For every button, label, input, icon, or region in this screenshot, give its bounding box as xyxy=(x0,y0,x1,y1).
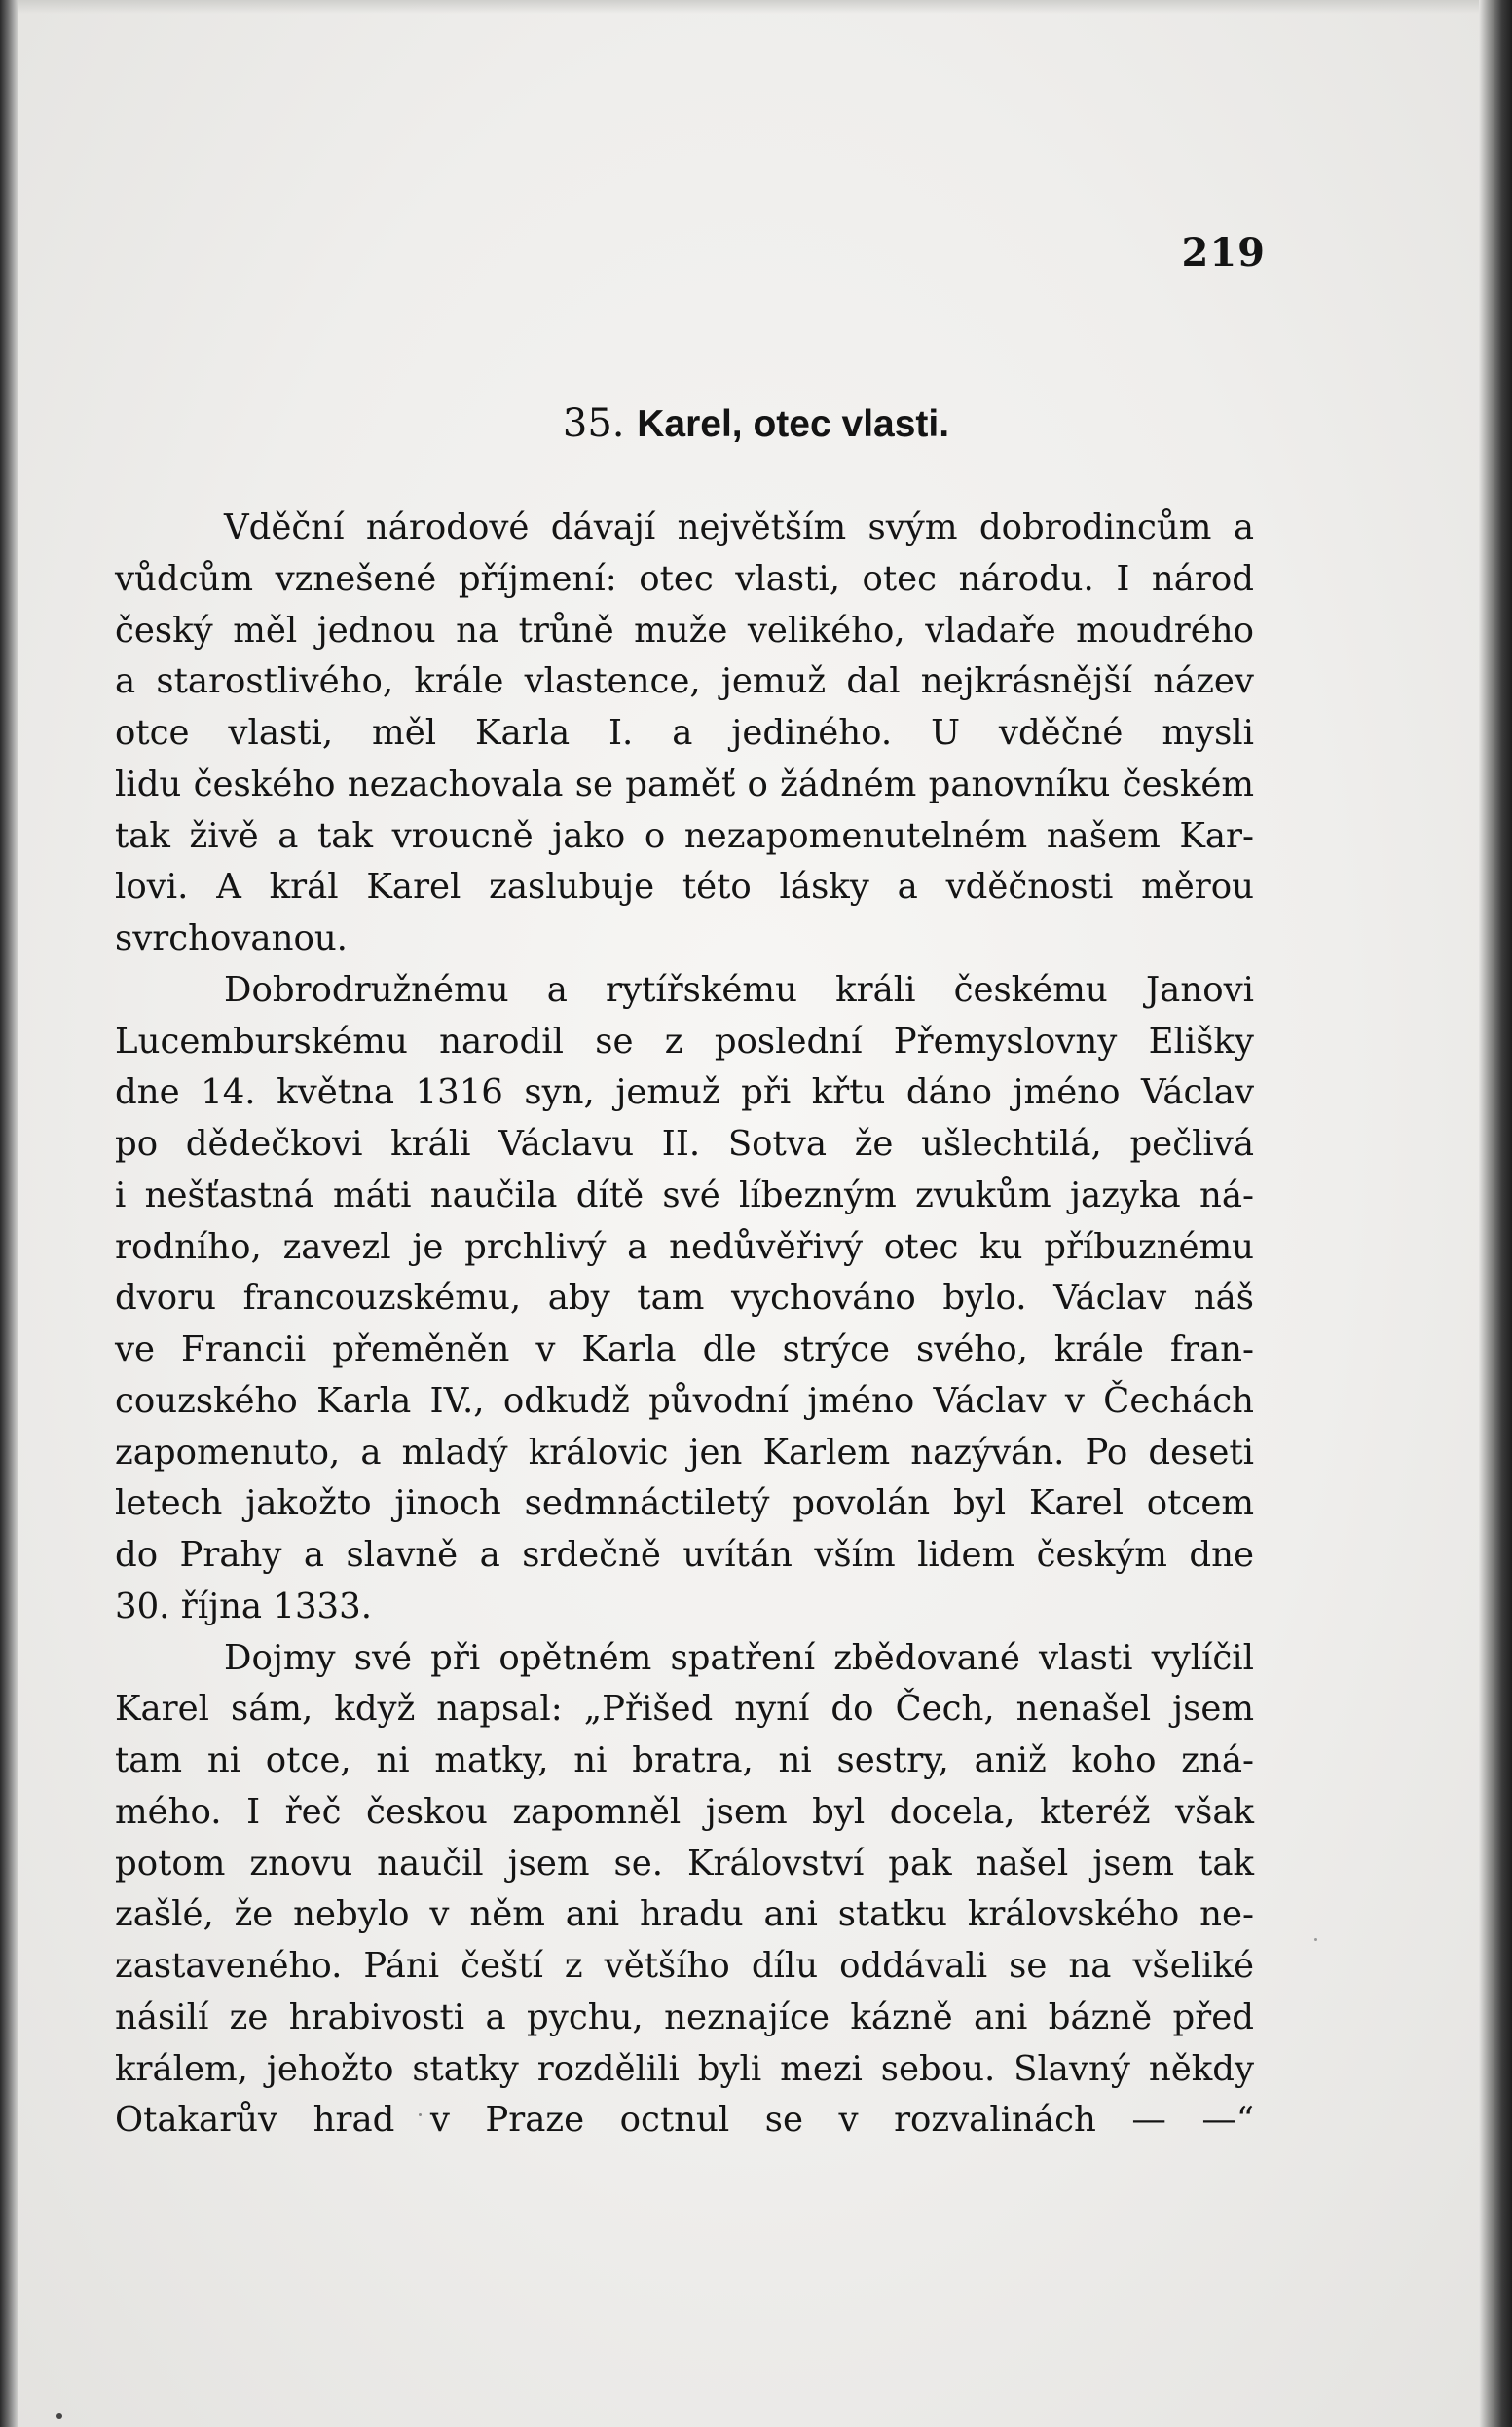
text-line: zapomenuto, a mladý královic jen Karlem nazýván. Po deseti xyxy=(115,1432,1254,1473)
text-line: Dojmy své při opětném spatření zbědované vlasti vylíčil xyxy=(224,1637,1254,1678)
text-line: Dobrodružnému a rytířskému králi českému Janovi xyxy=(224,969,1254,1010)
text-line: násilí ze hrabivosti a pychu, neznajíce kázně ani bázně před xyxy=(115,1997,1254,2037)
text-line: do Prahy a slavně a srdečně uvítán vším lidem českým dne xyxy=(115,1535,1254,1575)
text-line: 30. října 1333. xyxy=(115,1586,373,1626)
text-line: zašlé, že nebylo v něm ani hradu ani statku královského ne- xyxy=(115,1894,1254,1935)
text-line: a starostlivého, krále vlastence, jemuž dal nejkrásnější název xyxy=(115,661,1254,702)
text-line: couzského Karla IV., odkudž původní jméno Václav v Čechách xyxy=(115,1380,1254,1421)
text-line: dne 14. května 1316 syn, jemuž při křtu dáno jméno Václav xyxy=(115,1072,1254,1113)
dust-speck xyxy=(56,2413,62,2419)
chapter-heading xyxy=(0,401,1512,446)
text-line: vůdcům vznešené příjmení: otec vlasti, otec národu. I národ xyxy=(115,558,1254,599)
text-line: i nešťastná máti naučila dítě své líbezným zvukům jazyka ná- xyxy=(115,1175,1254,1215)
dust-speck xyxy=(1314,1938,1317,1941)
text-line: zastaveného. Páni čeští z většího dílu oddávali se na všeliké xyxy=(115,1946,1254,1986)
text-line: Vděční národové dávají největším svým dobrodincům a xyxy=(224,507,1254,547)
text-line: potom znovu naučil jsem se. Království pak našel jsem tak xyxy=(115,1843,1254,1884)
text-line: po dědečkovi králi Václavu II. Sotva že ušlechtilá, pečlivá xyxy=(115,1124,1254,1164)
text-line: otce vlasti, měl Karla I. a jediného. U vděčné mysli xyxy=(115,713,1254,753)
text-line: letech jakožto jinoch sedmnáctiletý povolán byl Karel otcem xyxy=(115,1483,1254,1524)
chapter-title: Karel, otec vlasti. xyxy=(637,403,950,445)
chapter-number: 35. xyxy=(562,401,625,446)
page-number: 219 xyxy=(1181,230,1266,276)
text-line: český měl jednou na trůně muže velikého, vladaře moudrého xyxy=(115,610,1254,651)
text-line: tak živě a tak vroucně jako o nezapomenutelném našem Kar- xyxy=(115,815,1254,856)
page-right-edge-shadow xyxy=(1479,0,1512,2427)
text-line: mého. I řeč českou zapomněl jsem byl docela, kteréž však xyxy=(115,1791,1254,1832)
text-line: tam ni otce, ni matky, ni bratra, ni sestry, aniž koho zná- xyxy=(115,1740,1254,1780)
text-line: svrchovanou. xyxy=(115,918,348,958)
page-top-shadow xyxy=(0,0,1512,14)
text-line: Otakarův hrad v Praze octnul se v rozvalinách — —“ xyxy=(115,2100,1254,2141)
page-left-edge-shadow xyxy=(0,0,18,2427)
text-line: Karel sám, když napsal: „Přišed nyní do Čech, nenašel jsem xyxy=(115,1689,1254,1730)
text-line: králem, jehožto statky rozdělili byli mezi sebou. Slavný někdy xyxy=(115,2048,1254,2089)
text-line: dvoru francouzskému, aby tam vychováno bylo. Václav náš xyxy=(115,1278,1254,1319)
text-line: rodního, zavezl je prchlivý a nedůvěřivý otec ku příbuznému xyxy=(115,1226,1254,1267)
text-line: Lucemburskému narodil se z poslední Přemyslovny Elišky xyxy=(115,1021,1254,1062)
text-line: lovi. A král Karel zaslubuje této lásky a vděčnosti měrou xyxy=(115,867,1254,908)
body-text xyxy=(115,503,1254,2147)
text-line: lidu českého nezachovala se paměť o žádném panovníku českém xyxy=(115,764,1254,804)
text-line: ve Francii přeměněn v Karla dle strýce svého, krále fran- xyxy=(115,1329,1254,1369)
